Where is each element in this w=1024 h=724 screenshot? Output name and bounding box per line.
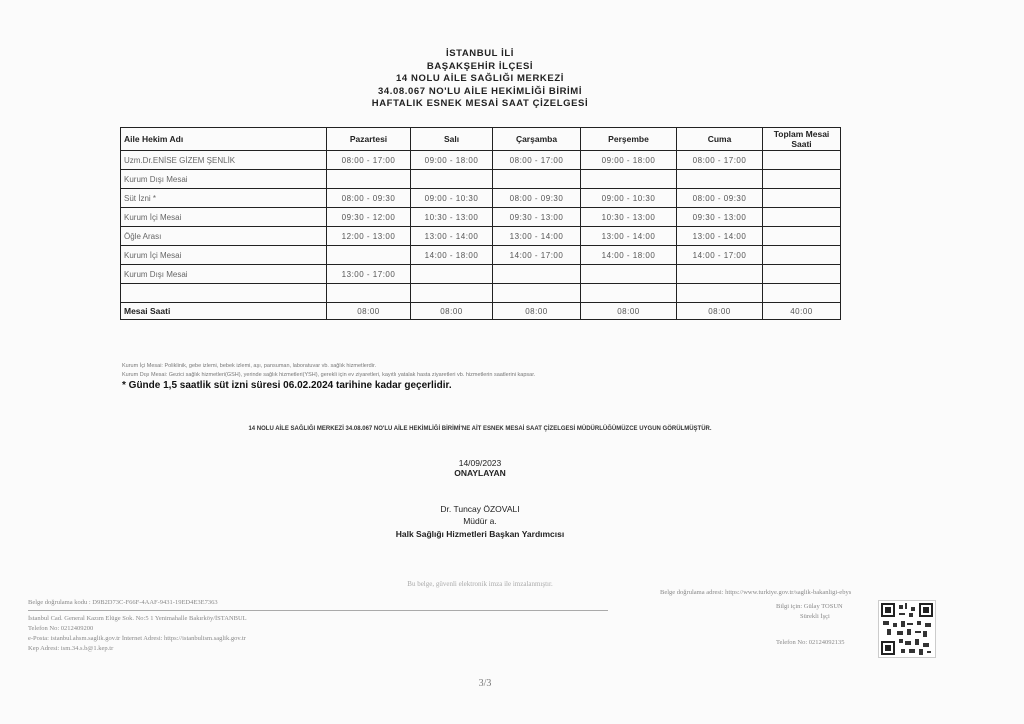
note-sut-izni: * Günde 1,5 saatlik süt izni süresi 06.02.2024 tarihine kadar geçerlidir. (122, 380, 452, 391)
notes-block (122, 362, 535, 380)
note-kurum-disi: Kurum Dışı Mesai: Gezici sağlık hizmetleri(GSH), yerinde sağlık hizmetleri(YSH), gerekli için ev ziyaretleri, kayıtlı yatalak hasta ziyaretleri vb. hizmetlerin saatlerini kapsar. (122, 372, 536, 378)
col-header-thursday: Perşembe (581, 128, 677, 151)
info-phone: Telefon No: 02124092135 (776, 639, 845, 646)
cell-friday: 13:00 - 14:00 (677, 227, 763, 246)
cell-monday: 08:00 - 17:00 (327, 151, 411, 170)
schedule-row (121, 189, 841, 208)
cell-thursday: 13:00 - 14:00 (581, 227, 677, 246)
approval-statement: 14 NOLU AİLE SAĞLIĞI MERKEZİ 34.08.067 NO'LU AİLE HEKİMLİĞİ BİRİMİ'NE AİT ESNEK MESAİ SAAT ÇİZELGESİ MÜDÜRLÜĞÜMÜZCE UYGUN GÖRÜLMÜŞTÜR. (248, 426, 712, 432)
row-label: Kurum İçi Mesai (121, 246, 327, 265)
cell-wednesday: 08:00 - 09:30 (493, 189, 581, 208)
info-contact: Bilgi için: Gülay TOSUN (776, 603, 843, 610)
cell-friday (677, 170, 763, 189)
info-role: Sürekli İşçi (800, 613, 830, 620)
cell-friday: 14:00 - 17:00 (677, 246, 763, 265)
approval-date: 14/09/2023 (458, 458, 502, 468)
cell-friday: 09:30 - 13:00 (677, 208, 763, 227)
verification-url: Belge doğrulama adresi: https://www.turkiye.gov.tr/saglik-bakanligi-ebys (660, 589, 852, 596)
footer-email: e-Posta: istanbul.ahsm.saglik.gov.tr İnternet Adresi: https://istanbulism.saglik.gov.tr (28, 635, 246, 642)
cell-total (763, 170, 841, 189)
cell-monday: 08:00 (327, 303, 411, 320)
footer-kep: Kep Adresi: ism.34.s.b@1.kep.tr (28, 645, 114, 652)
col-header-tuesday: Salı (411, 128, 493, 151)
cell-monday (327, 170, 411, 189)
col-header-friday: Cuma (677, 128, 763, 151)
row-label: Süt İzni * (121, 189, 327, 208)
signer-title: Müdür a. (463, 516, 497, 526)
cell-thursday: 10:30 - 13:00 (581, 208, 677, 227)
cell-thursday (581, 265, 677, 284)
cell-wednesday: 09:30 - 13:00 (493, 208, 581, 227)
esignature-note: Bu belge, güvenli elektronik imza ile imzalanmıştır. (407, 580, 553, 588)
row-label: Kurum Dışı Mesai (121, 170, 327, 189)
row-label: Kurum İçi Mesai (121, 208, 327, 227)
cell-tuesday (411, 265, 493, 284)
schedule-total-row (121, 303, 841, 320)
header-title: HAFTALIK ESNEK MESAİ SAAT ÇİZELGESİ (371, 98, 589, 109)
cell-tuesday: 10:30 - 13:00 (411, 208, 493, 227)
cell-friday: 08:00 (677, 303, 763, 320)
schedule-row (121, 284, 841, 303)
row-label: Öğle Arası (121, 227, 327, 246)
schedule-row (121, 208, 841, 227)
header-district: BAŞAKŞEHİR İLÇESİ (426, 60, 534, 72)
header-unit: 34.08.067 NO'LU AİLE HEKİMLİĞİ BİRİMİ (377, 85, 583, 97)
footer-divider (28, 610, 608, 611)
cell-friday (677, 265, 763, 284)
footer-contact (28, 598, 247, 654)
col-header-total: Toplam Mesai Saati (763, 128, 841, 151)
cell-tuesday: 13:00 - 14:00 (411, 227, 493, 246)
cell-wednesday (493, 170, 581, 189)
page-number: 3/3 (478, 678, 492, 689)
cell-wednesday: 14:00 - 17:00 (493, 246, 581, 265)
signer-name: Dr. Tuncay ÖZOVALI (440, 504, 520, 514)
cell-wednesday: 13:00 - 14:00 (493, 227, 581, 246)
schedule-header-row (121, 128, 841, 151)
footer-address: İstanbul Cad. General Kazım Elüge Sok. No:5 1 Yenimahalle Bakırköy/İSTANBUL (28, 615, 247, 622)
schedule-body (121, 151, 841, 320)
signer-position: Halk Sağlığı Hizmetleri Başkan Yardımcısı (395, 529, 565, 539)
document-header (0, 48, 960, 111)
cell-monday (327, 284, 411, 303)
cell-total (763, 265, 841, 284)
row-label: Uzm.Dr.ENİSE GİZEM ŞENLİK (121, 151, 327, 170)
cell-wednesday (493, 284, 581, 303)
cell-total: 40:00 (763, 303, 841, 320)
cell-thursday: 14:00 - 18:00 (581, 246, 677, 265)
cell-friday (677, 284, 763, 303)
verification-code: Belge doğrulama kodu : D9B2D73C-F66F-4AAF-9431-19ED4E3E7363 (28, 599, 218, 606)
cell-tuesday: 08:00 (411, 303, 493, 320)
col-header-doctor: Aile Hekim Adı (121, 128, 327, 151)
cell-monday: 12:00 - 13:00 (327, 227, 411, 246)
schedule-table (120, 127, 841, 320)
cell-total (763, 284, 841, 303)
footer-phone: Telefon No: 0212409200 (28, 625, 94, 632)
schedule-row (121, 170, 841, 189)
cell-monday: 13:00 - 17:00 (327, 265, 411, 284)
cell-tuesday: 14:00 - 18:00 (411, 246, 493, 265)
cell-wednesday (493, 265, 581, 284)
schedule-row (121, 151, 841, 170)
cell-monday: 08:00 - 09:30 (327, 189, 411, 208)
cell-friday: 08:00 - 09:30 (677, 189, 763, 208)
footer-verification (660, 588, 851, 648)
cell-thursday: 09:00 - 18:00 (581, 151, 677, 170)
qr-code-icon (878, 600, 936, 658)
cell-total (763, 208, 841, 227)
row-label (121, 284, 327, 303)
col-header-wednesday: Çarşamba (493, 128, 581, 151)
cell-total (763, 151, 841, 170)
schedule-row (121, 246, 841, 265)
header-health-center: 14 NOLU AİLE SAĞLIĞI MERKEZİ (396, 73, 564, 84)
cell-total (763, 189, 841, 208)
cell-tuesday (411, 170, 493, 189)
col-header-monday: Pazartesi (327, 128, 411, 151)
schedule-row (121, 265, 841, 284)
cell-thursday (581, 284, 677, 303)
schedule-row (121, 227, 841, 246)
cell-tuesday (411, 284, 493, 303)
cell-total (763, 227, 841, 246)
cell-wednesday: 08:00 (493, 303, 581, 320)
cell-wednesday: 08:00 - 17:00 (493, 151, 581, 170)
cell-tuesday: 09:00 - 18:00 (411, 151, 493, 170)
cell-monday: 09:30 - 12:00 (327, 208, 411, 227)
cell-thursday: 09:00 - 10:30 (581, 189, 677, 208)
cell-monday (327, 246, 411, 265)
note-kurum-ici: Kurum İçi Mesai: Poliklinik, gebe izlemi, bebek izlemi, aşı, pansuman, laboratuvar vb. sağlık hizmetlerdir. (122, 363, 377, 369)
approval-status: ONAYLAYAN (454, 468, 506, 478)
cell-tuesday: 09:00 - 10:30 (411, 189, 493, 208)
cell-thursday (581, 170, 677, 189)
cell-thursday: 08:00 (581, 303, 677, 320)
row-label: Mesai Saati (121, 303, 327, 320)
cell-friday: 08:00 - 17:00 (677, 151, 763, 170)
cell-total (763, 246, 841, 265)
row-label: Kurum Dışı Mesai (121, 265, 327, 284)
header-province: İSTANBUL İLİ (445, 48, 515, 59)
